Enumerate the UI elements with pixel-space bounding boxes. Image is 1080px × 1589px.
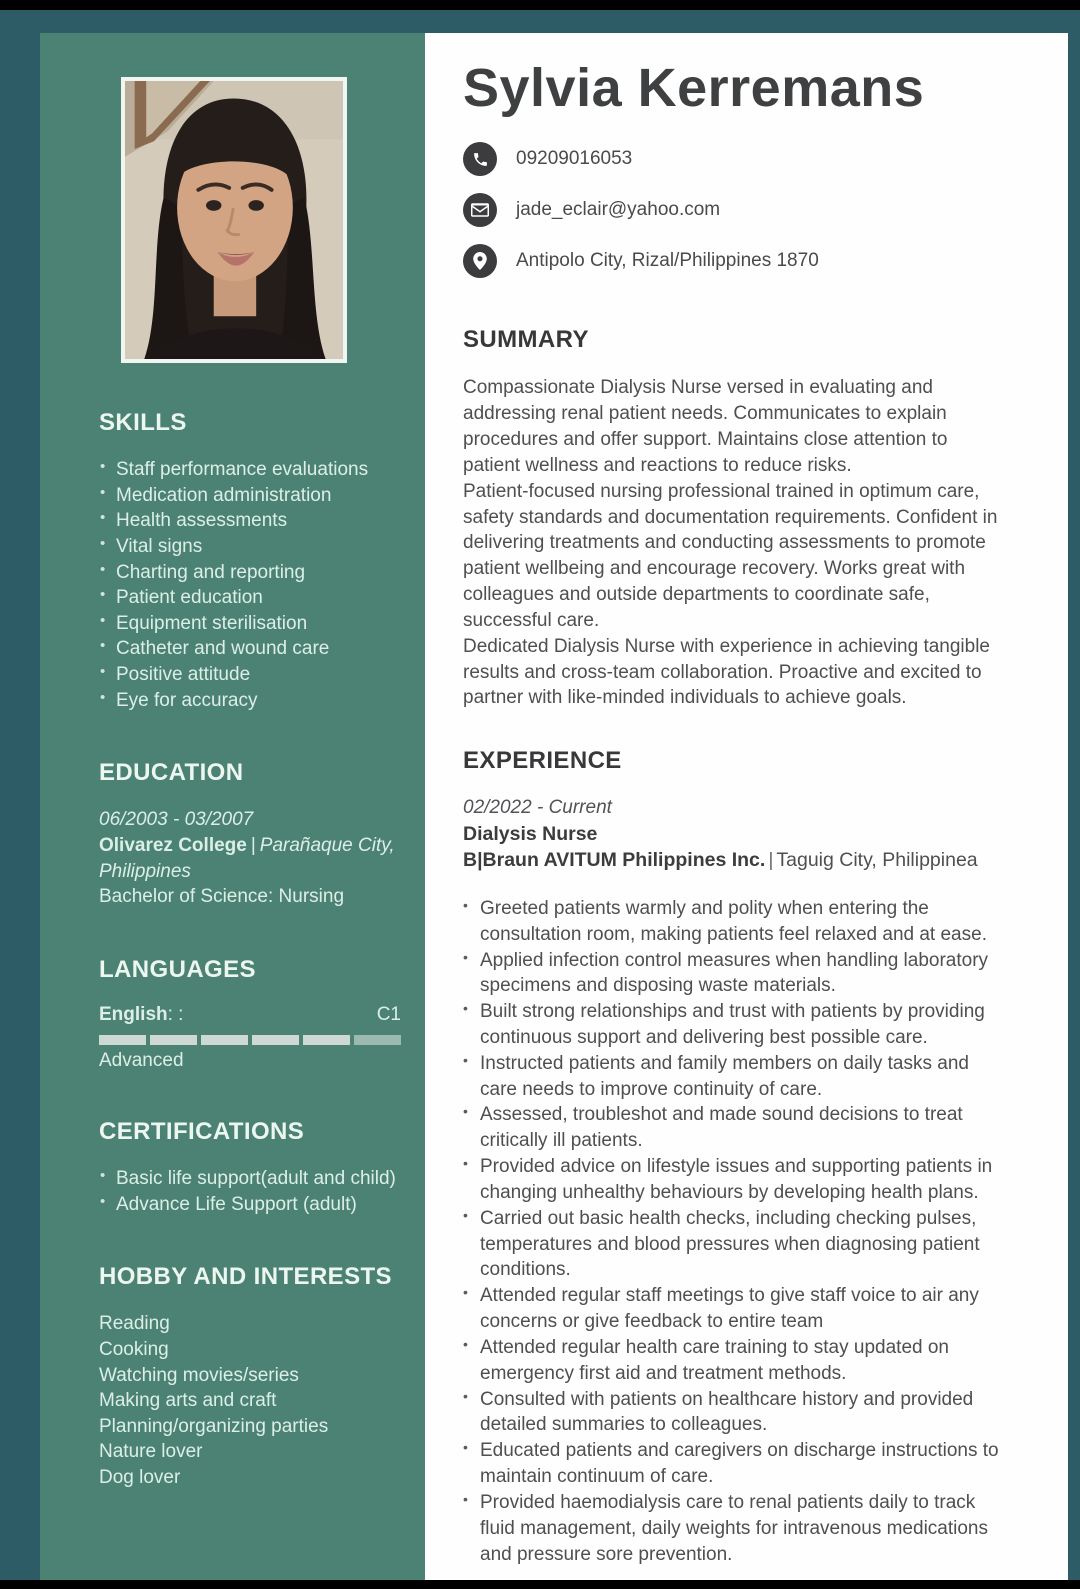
skill-item: • Staff performance evaluations (99, 457, 401, 483)
summary-section (463, 326, 1004, 711)
hobbies-list (99, 1311, 401, 1490)
education-section (99, 759, 401, 910)
skill-item: • Positive attitude (99, 662, 401, 688)
skill-item: • Charting and reporting (99, 560, 401, 586)
skill-item: • Catheter and wound care (99, 636, 401, 662)
hobby-item: Reading (99, 1313, 170, 1335)
experience-bullet: • Provided advice on lifestyle issues and supporting patients in changing unhealthy behaviours by developing health plans. (463, 1154, 1004, 1206)
education-degree: Bachelor of Science: Nursing (99, 886, 345, 908)
resume-frame (0, 10, 1080, 1580)
profile-photo (121, 77, 347, 363)
experience-bullet: • Built strong relationships and trust with patients by providing continuous support and delivering best possible care. (463, 999, 1004, 1051)
certifications-title: CERTIFICATIONS (99, 1117, 305, 1145)
experience-title: EXPERIENCE (463, 747, 622, 775)
hobby-item: Nature lover (99, 1441, 203, 1463)
experience-bullet: • Consulted with patients on healthcare history and provided detailed summaries to colleagues. (463, 1387, 1004, 1439)
summary-paragraphs (463, 375, 1004, 711)
education-school-line (99, 833, 401, 884)
certification-item: • Advance Life Support (adult) (99, 1192, 401, 1218)
skills-list (99, 457, 401, 713)
mail-icon (463, 193, 497, 227)
language-bar-segment (303, 1035, 350, 1045)
summary-paragraph: Dedicated Dialysis Nurse with experience in achieving tangible results and cross-team collaboration. Proactive and excited to partner with like-minded individuals to achieve goals. (463, 635, 990, 709)
contact-email-row (463, 193, 1004, 227)
skill-item: • Equipment sterilisation (99, 611, 401, 637)
languages-title: LANGUAGES (99, 955, 256, 983)
profile-photo-illustration (125, 81, 343, 359)
experience-separator: | (768, 848, 774, 871)
hobby-item: Cooking (99, 1338, 169, 1360)
experience-bullet: • Attended regular staff meetings to give staff voice to air any concerns or give feedback to entire team (463, 1283, 1004, 1335)
experience-bullet: • Greeted patients warmly and polity when entering the consultation room, making patients feel relaxed and at ease. (463, 896, 1004, 948)
summary-paragraph: Patient-focused nursing professional trained in optimum care, safety standards and documentation requirements. Confident in delivering treatments and conducting assessments to promote patient wellbeing and encourage recovery. Works great with colleagues and outside departments to coordinate safe, successful care. (463, 480, 998, 631)
hobby-item: Planning/organizing parties (99, 1415, 329, 1437)
language-bar-segment (201, 1035, 248, 1045)
certifications-list (99, 1166, 401, 1217)
location-icon (463, 244, 497, 278)
phone-number: 09209016053 (516, 148, 633, 170)
experience-location: Taguig City, Philippinea (776, 848, 978, 871)
education-dates: 06/2003 - 03/2007 (99, 809, 254, 831)
language-name-line (99, 1004, 183, 1026)
hobbies-section (99, 1263, 401, 1490)
hobby-item: Watching movies/series (99, 1364, 299, 1386)
language-row (99, 1004, 401, 1026)
certification-item: • Basic life support(adult and child) (99, 1166, 401, 1192)
email-address: jade_eclair@yahoo.com (516, 199, 721, 221)
resume-page (40, 33, 1068, 1580)
hobby-item: Making arts and craft (99, 1390, 277, 1412)
language-proficiency-bar (99, 1035, 401, 1045)
sidebar (40, 33, 425, 1580)
language-bar-segment (99, 1035, 146, 1045)
main-content (425, 33, 1068, 1580)
experience-bullets (463, 896, 1004, 1568)
skill-item: • Eye for accuracy (99, 688, 401, 714)
experience-bullet: • Carried out basic health checks, including checking pulses, temperatures and blood pressures when diagnosing patient conditions. (463, 1206, 1004, 1283)
skill-item: • Health assessments (99, 508, 401, 534)
language-bar-segment (354, 1035, 401, 1045)
experience-company-line (463, 847, 1004, 873)
experience-entry-header (463, 795, 1004, 873)
hobbies-title: HOBBY AND INTERESTS (99, 1263, 392, 1291)
experience-bullet: • Attended regular health care training to stay updated on emergency first aid and treatment methods. (463, 1335, 1004, 1387)
person-name: Sylvia Kerremans (463, 58, 925, 118)
skill-item: • Medication administration (99, 483, 401, 509)
address-text: Antipolo City, Rizal/Philippines 1870 (516, 250, 819, 272)
experience-company: B|Braun AVITUM Philippines Inc. (463, 848, 766, 871)
education-title: EDUCATION (99, 759, 244, 787)
summary-title: SUMMARY (463, 326, 589, 354)
experience-bullet: • Instructed patients and family members on daily tasks and care needs to improve continuity of care. (463, 1051, 1004, 1103)
language-level-label: Advanced (99, 1049, 184, 1071)
hobby-item: Dog lover (99, 1467, 181, 1489)
language-name-suffix: : : (167, 1003, 184, 1025)
summary-paragraph: Compassionate Dialysis Nurse versed in evaluating and addressing renal patient needs. Communicates to explain procedures and offer support. Maintains close attention to patient wellness and reactions to reduce risks. (463, 377, 948, 476)
contact-address-row (463, 244, 1004, 278)
education-entry (99, 807, 401, 910)
experience-bullet: • Educated patients and caregivers on discharge instructions to maintain continuum of care. (463, 1438, 1004, 1490)
experience-bullet: • Applied infection control measures when handling laboratory specimens and disposing waste materials. (463, 948, 1004, 1000)
experience-bullet: • Provided haemodialysis care to renal patients daily to track fluid management, daily weights for intravenous medications and pressure sore prevention. (463, 1490, 1004, 1567)
education-location: Parañaque City, Philippines (99, 835, 395, 882)
skills-section (99, 409, 401, 713)
language-bar-segment (150, 1035, 197, 1045)
certifications-section (99, 1118, 401, 1217)
education-school: Olivarez College (99, 835, 247, 857)
experience-job-title: Dialysis Nurse (463, 822, 598, 845)
experience-bullet: • Assessed, troubleshot and made sound decisions to treat critically ill patients. (463, 1102, 1004, 1154)
skill-item: • Patient education (99, 585, 401, 611)
experience-dates: 02/2022 - Current (463, 797, 612, 819)
phone-icon (463, 142, 497, 176)
experience-section (463, 747, 1004, 1567)
language-cefr-level: C1 (376, 1003, 401, 1025)
skill-item: • Vital signs (99, 534, 401, 560)
language-bar-segment (252, 1035, 299, 1045)
skills-title: SKILLS (99, 409, 187, 436)
contact-phone-row (463, 142, 1004, 176)
languages-section (99, 956, 401, 1072)
education-separator: | (250, 835, 256, 857)
language-name: English (99, 1003, 168, 1025)
contact-block (463, 142, 1004, 278)
